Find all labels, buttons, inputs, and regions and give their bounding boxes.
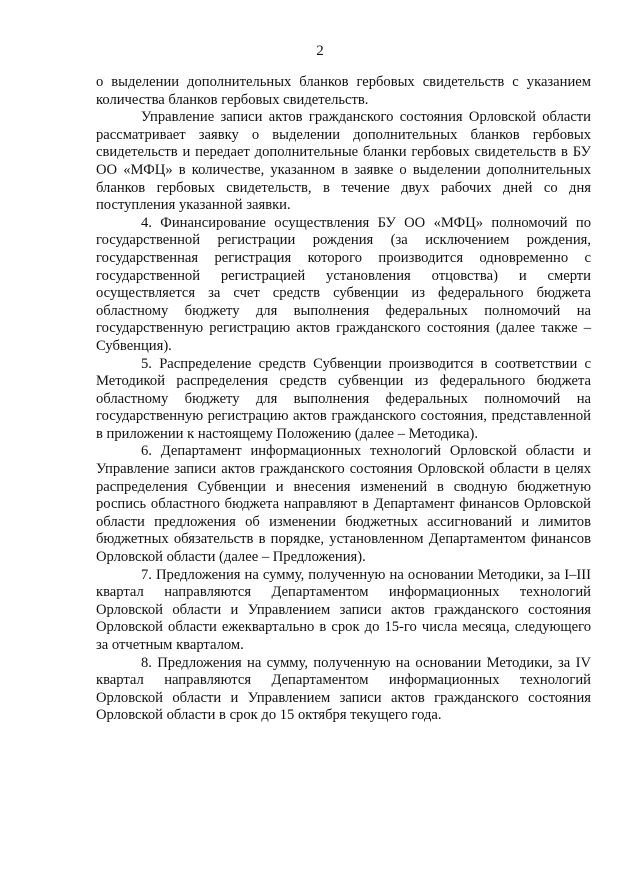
paragraph-item-5-distribution: 5. Распределение средств Субвенции производится в соответствии с Методикой распределения средств субвенции из федерального бюджета областному бюджету для выполнения федеральных полномочий на государственную регистрацию актов гражданского состояния, представленной в приложении к настоящему Положению (далее – Методика).	[96, 355, 591, 442]
paragraph-item-4-financing: 4. Финансирование осуществления БУ ОО «МФЦ» полномочий по государственной регистрации рождения (за исключением рождения, государственная регистрация которого производится одновременно с государственной регистрацией установления отцовства) и смерти осуществляется за счет средств субвенции из федерального бюджета областному бюджету для выполнения федеральных полномочий на государственную регистрацию актов гражданского состояния (далее также – Субвенция).	[96, 214, 591, 354]
paragraph-item-6-proposals: 6. Департамент информационных технологий Орловской области и Управление записи актов гражданского состояния Орловской области в целях распределения Субвенции и внесения изменений в сводную бюджетную роспись областного бюджета направляют в Департамент финансов Орловской области предложения об изменении бюджетных ассигнований и лимитов бюджетных обязательств в порядке, установленном Департаментом финансов Орловской области (далее – Предложения).	[96, 443, 591, 566]
paragraph-continuation: о выделении дополнительных бланков гербовых свидетельств с указанием количества бланков гербовых свидетельств.	[96, 74, 591, 108]
paragraph-item-8-fourth-quarter: 8. Предложения на сумму, полученную на основании Методики, за IV квартал направляются Департаментом информационных технологий Орловской области и Управлением записи актов гражданского состояния Орловской области в срок до 15 октября текущего года.	[96, 654, 591, 724]
document-body	[96, 74, 591, 725]
paragraph-blank-transfer: Управление записи актов гражданского состояния Орловской области рассматривает заявку о выделении дополнительных бланков гербовых свидетельств и передает дополнительные бланки гербовых свидетельств в БУ ОО «МФЦ» в количестве, указанном в заявке о выделении дополнительных бланков гербовых свидетельств, в течение двух рабочих дней со дня поступления указанной заявки.	[96, 109, 591, 214]
paragraph-item-7-quarterly: 7. Предложения на сумму, полученную на основании Методики, за I–III квартал направляются Департаментом информационных технологий Орловской области и Управлением записи актов гражданского состояния Орловской области ежеквартально в срок до 15-го числа месяца, следующего за отчетным кварталом.	[96, 566, 591, 653]
page-number: 2	[316, 43, 324, 59]
